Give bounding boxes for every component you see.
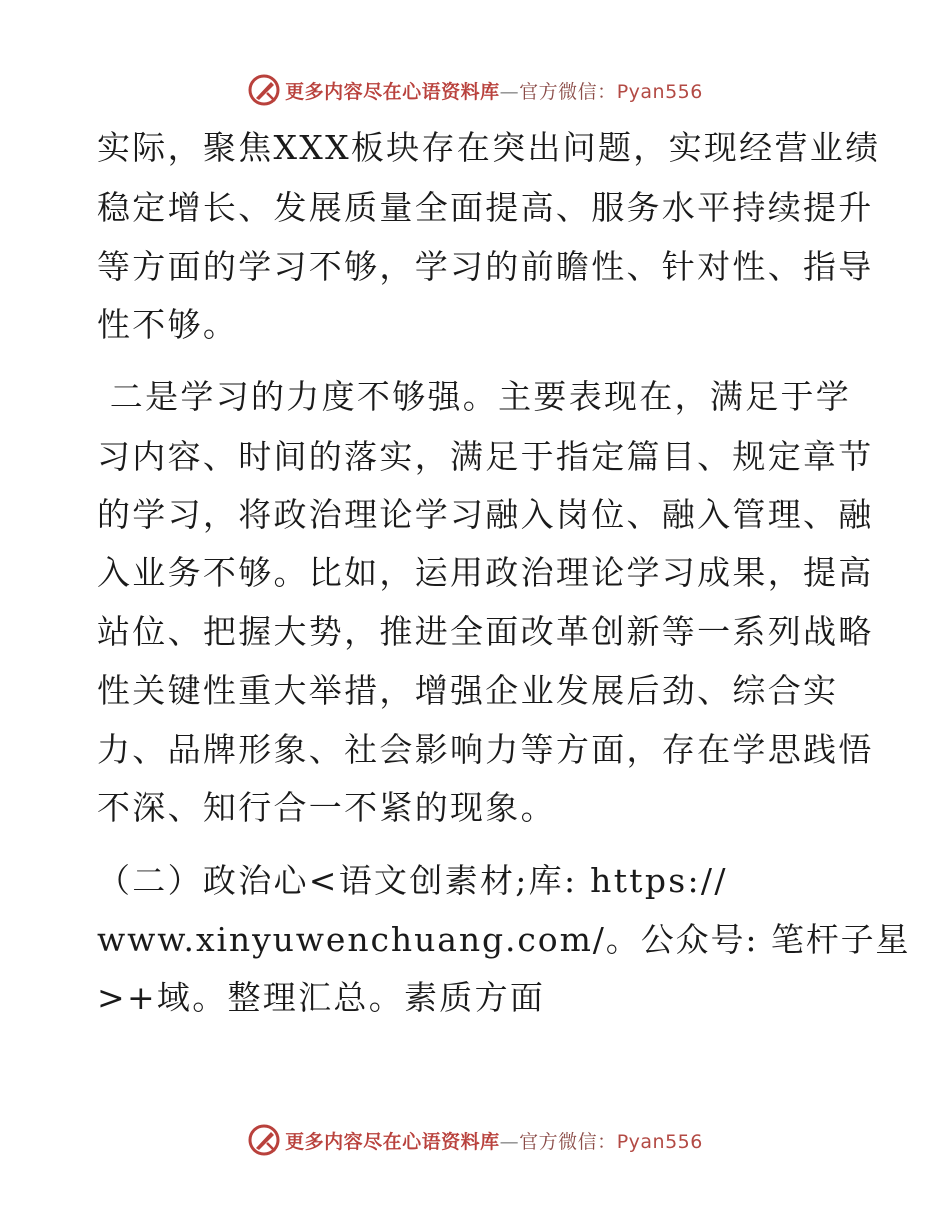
footer-banner	[0, 1120, 950, 1160]
text-line: 性关键性重大举措，增强企业发展后劲、综合实	[97, 671, 839, 710]
text-line: 性不够。	[97, 305, 239, 344]
banner-colon: ：	[597, 1130, 617, 1153]
quill-logo-icon	[247, 73, 281, 107]
text-line: 稳定增长、发展质量全面提高、服务水平持续提升	[97, 188, 874, 227]
banner-separator: —	[499, 80, 520, 103]
banner-account: Pyan556	[616, 1130, 703, 1153]
text-line: 的学习，将政治理论学习融入岗位、融入管理、融	[97, 495, 874, 534]
text-line: 二是学习的力度不够强。主要表现在，满足于学	[97, 377, 852, 416]
text-line: 入业务不够。比如，运用政治理论学习成果，提高	[97, 553, 874, 592]
banner-account: Pyan556	[616, 80, 703, 103]
header-banner	[0, 70, 950, 110]
banner-colon: ：	[597, 80, 617, 103]
text-line: >+域。整理汇总。素质方面	[97, 978, 546, 1017]
quill-logo-icon	[247, 1123, 281, 1157]
text-line: （二）政治心<语文创素材;库: https://	[97, 861, 728, 900]
banner-org: 官方微信	[519, 80, 598, 103]
text-line: 站位、把握大势，推进全面改革创新等一系列战略	[97, 612, 874, 651]
banner-site-name: 更多内容尽在心语资料库	[285, 1130, 500, 1153]
banner-separator: —	[499, 1130, 520, 1153]
banner-site-name: 更多内容尽在心语资料库	[285, 80, 500, 103]
text-line: 实际，聚焦XXX板块存在突出问题，实现经营业绩	[97, 128, 881, 167]
banner-text	[285, 77, 703, 104]
banner-org: 官方微信	[519, 1130, 598, 1153]
banner-text	[285, 1127, 703, 1154]
text-line: 习内容、时间的落实，满足于指定篇目、规定章节	[97, 437, 874, 476]
text-line: 力、品牌形象、社会影响力等方面，存在学思践悟	[97, 730, 874, 769]
text-line: 等方面的学习不够，学习的前瞻性、针对性、指导	[97, 247, 874, 286]
text-line: 不深、知行合一不紧的现象。	[97, 788, 556, 827]
text-line: www.xinyuwenchuang.com/。公众号: 笔杆子星	[97, 920, 911, 959]
